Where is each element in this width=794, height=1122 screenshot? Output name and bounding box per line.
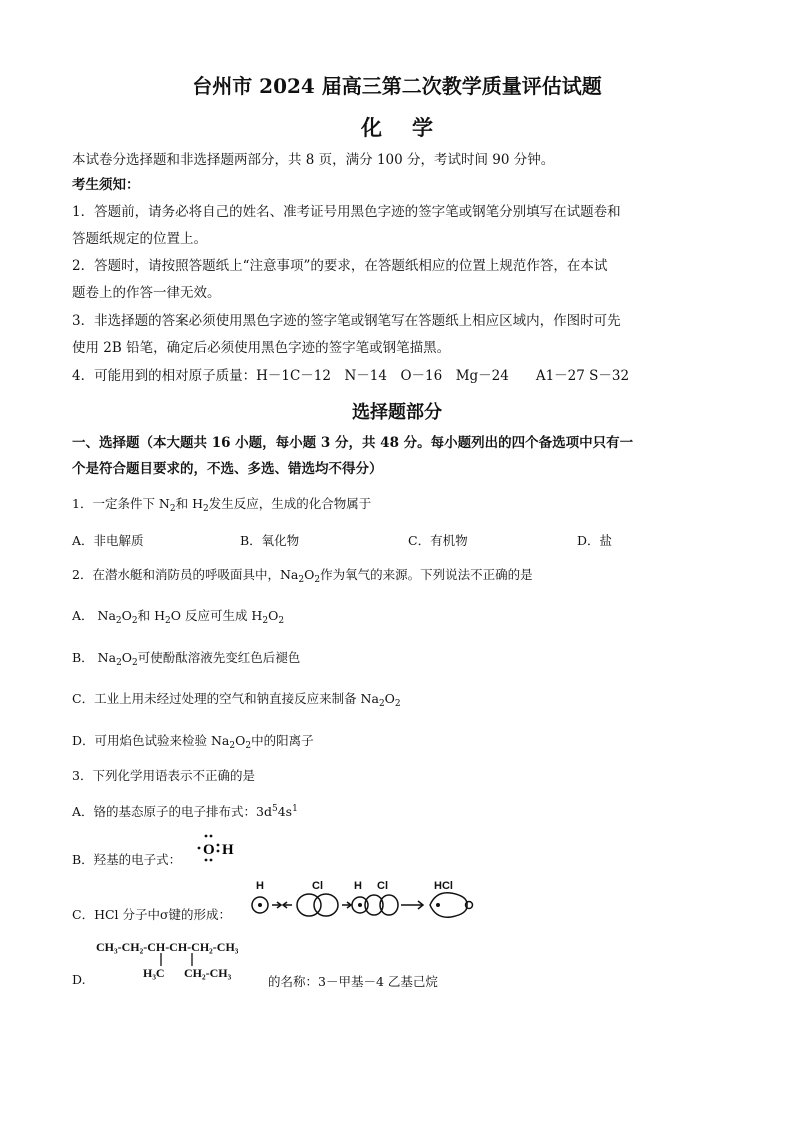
q3-option-a: A．铬的基态原子的电子排布式：$3d^54s^1$	[72, 804, 298, 819]
notice-2a: 2．答题时，请按照答题纸上“注意事项”的要求，在答题纸相应的位置上规范作答，在本试	[72, 258, 608, 274]
subject-title: 化学	[361, 115, 463, 140]
label-cl1: Cl	[312, 880, 323, 892]
label-h1: H	[256, 880, 264, 892]
hydroxyl-electron-formula	[194, 832, 244, 864]
q2-option-d: D．可用焰色试验来检验 $Na_2O_2$中的阳离子	[72, 733, 314, 751]
q2-stem: 2．在潜水艇和消防员的呼吸面具中，$Na_2O_2$作为氧气的来源。下列说法不正确的是	[72, 567, 533, 585]
label-h2: H	[354, 880, 362, 892]
q3-stem: 3．下列化学用语表示不正确的是	[72, 768, 255, 783]
exam-title: 台州市 2024 届高三第二次教学质量评估试题	[192, 74, 602, 98]
notice-1b: 答题纸规定的位置上。	[72, 231, 207, 247]
q3-d-name: 的名称：3－甲基－4 乙基己烷	[268, 974, 438, 989]
q3-d-branch-methyl: H₃C	[143, 966, 165, 980]
notice-4: 4．可能用到的相对原子质量：H－1C－12 N－14 O－16 Mg－24 A1－27 S－32	[72, 368, 630, 384]
q1-stem: 1．一定条件下 $N_2$和 $H_2$发生反应，生成的化合物属于	[72, 496, 372, 514]
sigma-bond-diagram	[246, 878, 476, 920]
q2-option-c: C．工业上用未经过处理的空气和钠直接反应来制备 $Na_2O_2$	[72, 691, 401, 709]
intro-line: 本试卷分选择题和非选择题两部分，共 8 页，满分 100 分，考试时间 90 分钟。	[72, 152, 555, 168]
part-heading-a: 一、选择题（本大题共 16 小题，每小题 3 分，共 48 分。每小题列出的四个备选项中只有一	[72, 435, 634, 451]
notice-heading: 考生须知：	[72, 177, 140, 193]
notice-2b: 题卷上的作答一律无效。	[72, 285, 221, 301]
label-cl2: Cl	[377, 880, 388, 892]
section-title: 选择题部分	[352, 402, 442, 423]
svg-text:O: O	[203, 842, 215, 858]
q3-d-branch-lines	[150, 953, 210, 967]
q2-option-b: B． $Na_2O_2$可使酚酞溶液先变红色后褪色	[72, 650, 301, 668]
q3-d-main-chain: CH₃-CH₂-CH-CH-CH₂-CH₃	[96, 940, 239, 954]
label-hcl: HCl	[434, 880, 453, 892]
svg-text:H: H	[222, 842, 234, 858]
q1-option-a: A．非电解质	[72, 533, 144, 548]
q1-option-d: D．盐	[577, 533, 613, 548]
q3-d-branch-ethyl: CH₂-CH₃	[184, 966, 232, 980]
q1-option-c: C．有机物	[408, 533, 468, 548]
notice-3a: 3．非选择题的答案必须使用黑色字迹的签字笔或钢笔写在答题纸上相应区域内，作图时可先	[72, 313, 621, 329]
notice-1a: 1．答题前，请务必将自己的姓名、准考证号用黑色字迹的签字笔或钢笔分别填写在试题卷和	[72, 204, 621, 220]
q1-option-b: B．氧化物	[240, 533, 300, 548]
q3-option-c: C．HCl 分子中σ键的形成：	[72, 907, 232, 922]
q3-option-b: B．羟基的电子式：	[72, 852, 182, 867]
q3-option-d-label: D.	[72, 972, 86, 987]
notice-3b: 使用 2B 铅笔，确定后必须使用黑色字迹的签字笔或钢笔描黑。	[72, 340, 451, 356]
q2-option-a: A． $Na_2O_2$和 $H_2O$ 反应可生成 $H_2O_2$	[72, 608, 285, 626]
part-heading-b: 个是符合题目要求的，不选、多选、错选均不得分）	[72, 461, 383, 477]
